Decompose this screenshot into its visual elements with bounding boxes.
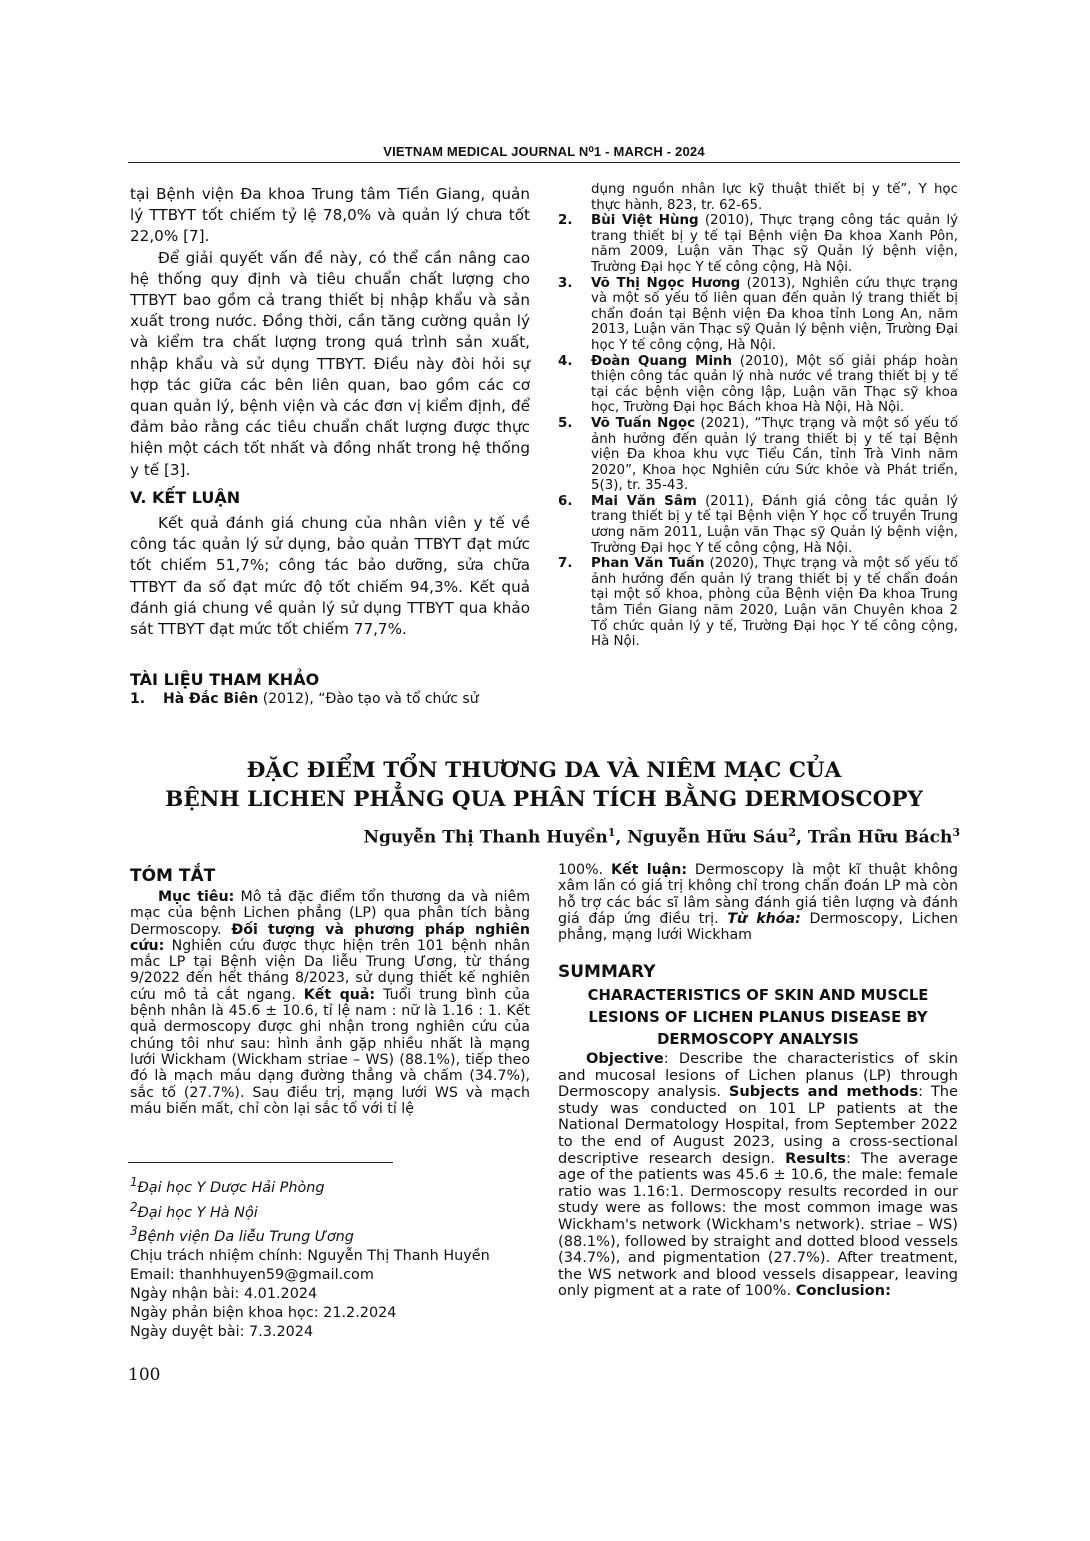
reference-list — [558, 182, 958, 650]
affiliation: Đại học Y Hà Nội — [137, 1204, 258, 1221]
footnotes: $^1$Đại học Y Dược Hải Phòng $^2$Đại học Y Hà Nội $^3$Bệnh viện Da liễu Trung Ương Chịu trách nhiệm chính: Nguyễn Thị Thanh Huyền Email: thanhhuyen59@gmail.com Ngày nhận bài: 4.01.2024 Ngày phản biện khoa học: 21.2.2024 Ngày duyệt bài: 7.3.2024 — [130, 1173, 540, 1342]
corresponding-author: Chịu trách nhiệm chính: Nguyễn Thị Thanh Huyền — [130, 1248, 490, 1265]
ref-author: Hà Đắc Biên — [163, 691, 259, 707]
paragraph: Để giải quyết vấn đề này, có thể cần nâng cao hệ thống quy định và tiêu chuẩn chất lượng cho TTBYT bao gồm cả trang thiết bị nhập khẩu và sản xuất trong nước. Đồng thời, cần tăng cường quản lý và kiểm tra chất lượng trong quá trình sản xuất, nhập khẩu và sử dụng TTBYT. Điều này đòi hỏi sự hợp tác giữa các bên liên quan, bao gồm các cơ quan quản lý, bệnh viện và các đơn vị kiểm định, để đảm bảo rằng các tiêu chuẩn chất lượng được thực hiện một cách tốt nhất và đồng nhất trong hệ thống y tế [3]. — [130, 248, 530, 479]
paragraph: Kết quả đánh giá chung của nhân viên y tế về công tác quản lý sử dụng, bảo quản TTBYT đạt mức tốt chiếm 51,7%; công tác bảo dưỡng, sửa chữa TTBYT đa số đạt mức độ tốt chiếm 94,3%. Kết quả đánh giá chung về quản lý sử dụng TTBYT qua khảo sát TTBYT đạt mức tốt chiếm 77,7%. — [130, 514, 530, 639]
footnote-rule — [128, 1162, 393, 1163]
author-name: Nguyễn Thị Thanh Huyền — [363, 827, 608, 848]
reference-4: 4. Đoàn Quang Minh (2010), Một số giải pháp hoàn thiện công tác quản lý nhà nước về trang thiết bị y tế tại các bệnh viện công lập, Luận văn Thạc sỹ khoa học, Trường Đại học Bách khoa Hà Nội, Hà Nội. — [558, 353, 958, 416]
label-methods: Đối tượng và phương pháp nghiên cứu: — [130, 921, 530, 954]
summary-title: CHARACTERISTICS OF SKIN AND MUSCLE LESIONS OF LICHEN PLANUS DISEASE BY DERMOSCOPY ANALYSIS — [587, 987, 929, 1048]
ref-text: dụng nguồn nhân lực kỹ thuật thiết bị y tế”, Y học thực hành, 823, tr. 62-65. — [591, 182, 958, 213]
abstract-vi: Mục tiêu: Mô tả đặc điểm tổn thương da và niêm mạc của bệnh Lichen phẳng (LP) qua phân tích bằng Dermoscopy. Đối tượng và phương pháp nghiên cứu: Nghiên cứu được thực hiện trên 101 bệnh nhân mắc LP tại Bệnh viện Da liễu Trung Ương, từ tháng 9/2022 đến hết tháng 8/2023, sử dụng thiết kế nghiên cứu mô tả cắt ngang. Kết quả: Tuổi trung bình của bệnh nhân là 45.6 ± 10.6, tỉ lệ nam : nữ là 1.16 : 1. Kết quả dermoscopy được ghi nhận trong nghiên cứu của chúng tôi như sau: hình ảnh gặp nhiều nhất là mạng lưới Wickham (Wickham striae – WS) (88.1%), tiếp theo đó là mạch máu dạng đường thẳng và chấm (34.7%), sắc tố (27.7%). Sau điều trị, mạng lưới WS và mạch máu biến mất, chỉ còn lại sắc tố với tỉ lệ — [130, 889, 531, 1117]
paragraph: tại Bệnh viện Đa khoa Trung tâm Tiền Giang, quản lý TTBYT tốt chiếm tỷ lệ 78,0% và quản lý chưa tốt 22,0% [7]. — [130, 185, 530, 246]
section-heading-conclusion: V. KẾT LUẬN — [130, 488, 241, 507]
email: Email: thanhhuyen59@gmail.com — [130, 1267, 374, 1284]
ref-text: (2012), “Đào tạo và tổ chức sử — [258, 691, 479, 707]
date-reviewed: Ngày phản biện khoa học: 21.2.2024 — [130, 1305, 397, 1322]
affiliation-mark: 2 — [788, 826, 797, 839]
date-accepted: Ngày duyệt bài: 7.3.2024 — [130, 1324, 314, 1341]
author-list: Nguyễn Thị Thanh Huyền$^1$, Nguyễn Hữu Sáu$^2$, Trần Hữu Bách$^3$ — [363, 826, 960, 848]
label-objective: Mục tiêu: — [158, 889, 235, 905]
label-methods: Subjects and methods — [728, 1083, 919, 1101]
section-heading-references: TÀI LIỆU THAM KHẢO — [130, 670, 320, 689]
affiliation: Bệnh viện Da liễu Trung Ương — [137, 1229, 354, 1246]
abstract-heading: TÓM TẮT — [130, 866, 216, 886]
conclusion-text — [130, 513, 530, 640]
label-keywords: Từ khóa: — [727, 910, 801, 927]
reference-7: 7. Phan Văn Tuấn (2020), Thực trạng và một số yếu tố ảnh hưởng đến quản lý trang thiết bị y tế chẩn đoán tại một số khoa, phòng của Bệnh viện Đa khoa Trung tâm Tiền Giang năm 2020, Luận văn Chuyên khoa 2 Tổ chức quản lý y tế, Trường Đại học Y tế công cộng, Hà Nội. — [558, 556, 958, 650]
label-conclusion: Conclusion — [795, 1282, 886, 1300]
title-line: ĐẶC ĐIỂM TỔN THƯƠNG DA VÀ NIÊM MẠC CỦA — [246, 758, 842, 783]
title-line: BỆNH LICHEN PHẲNG QUA PHÂN TÍCH BẰNG DERMOSCOPY — [165, 787, 923, 812]
left-column-top — [130, 184, 530, 481]
journal-header: VIETNAM MEDICAL JOURNAL N⁰1 - MARCH - 2024 — [383, 144, 705, 159]
label-objective: Objective — [586, 1050, 664, 1067]
label-conclusion: Kết luận: — [610, 862, 688, 878]
reference-1 — [130, 692, 530, 708]
date-received: Ngày nhận bài: 4.01.2024 — [130, 1286, 318, 1303]
label-results: Kết quả: — [303, 986, 376, 1003]
author-name: Trần Hữu Bách — [807, 827, 953, 848]
ref-number: 1. — [130, 691, 146, 707]
reference-6: 6. Mai Văn Sâm (2011), Đánh giá công tác quản lý trang thiết bị y tế tại Bệnh viện Y học cổ truyền Trung ương năm 2011, Luận văn Thạc sỹ Quản lý bệnh viện, Trường Đại học Y tế công cộng, Hà Nội. — [558, 493, 958, 556]
reference-2: 2. Bùi Việt Hùng (2010), Thực trạng công tác quản lý trang thiết bị y tế tại Bệnh viện Đa khoa Xanh Pôn, năm 2009, Luận văn Thạc sỹ Quản lý bệnh viện, Trường Đại học Y tế công cộng, Hà Nội. — [558, 213, 958, 275]
label-results: Results — [785, 1149, 846, 1167]
reference-5: 5. Võ Tuấn Ngọc (2021), “Thực trạng và một số yếu tố ảnh hưởng đến quản lý trang thiết bị y tế tại Bệnh viện Đa khoa khu vực Tiểu Cần, tỉnh Trà Vinh năm 2020”, Khoa học Nghiên cứu Sức khỏe và Phát triển, 5(3), tr. 35-43. — [558, 415, 958, 494]
affiliation: Đại học Y Dược Hải Phòng — [137, 1179, 325, 1196]
author-name: Nguyễn Hữu Sáu — [627, 827, 789, 848]
affiliation-mark: 3 — [952, 826, 960, 839]
page-number: 100 — [128, 1365, 161, 1385]
article-title — [128, 756, 960, 814]
header-rule — [128, 162, 960, 163]
abstract-vi-cont: 100%. Kết luận: Dermoscopy là một kĩ thuật không xâm lấn có giá trị không chỉ trong chẩn đoán LP mà còn hỗ trợ các bác sĩ lâm sàng đánh giá tiên lượng và đánh giá đáp ứng điều trị. Từ khóa: Dermoscopy, Lichen phẳng, mạng lưới Wickham — [558, 862, 959, 944]
summary-en: Objective: Describe the characteristics of skin and mucosal lesions of Lichen planus (LP) through Dermoscopy analysis. Subjects and methods: The study was conducted on 101 LP patients at the National Dermatology Hospital, from September 2022 to the end of August 2023, using a cross-sectional descriptive research design. Results: The average age of the patients was 45.6 ± 10.6, the male: female ratio was 1.16:1. Dermoscopy results recorded in our study were as follows: the most common image was Wickham's network (Wickham's network). striae – WS) (88.1%), followed by straight and dotted blood vessels (34.7%), and pigmentation (27.7%). After treatment, the WS network and blood vessels disappear, leaving only pigment at a rate of 100%. Conclusion: — [558, 1050, 958, 1300]
reference-3: 3. Võ Thị Ngọc Hương (2013), Nghiên cứu thực trạng và một số yếu tố liên quan đến quản lý trang thiết bị chẩn đoán tại Bệnh viện Đa khoa tỉnh Long An, năm 2013, Luận văn Thạc sỹ Quản lý bệnh viện, Trường Đại học Y tế công cộng, Hà Nội. — [558, 275, 958, 353]
affiliation-mark: 1 — [607, 826, 616, 839]
summary-heading: SUMMARY — [558, 962, 656, 982]
